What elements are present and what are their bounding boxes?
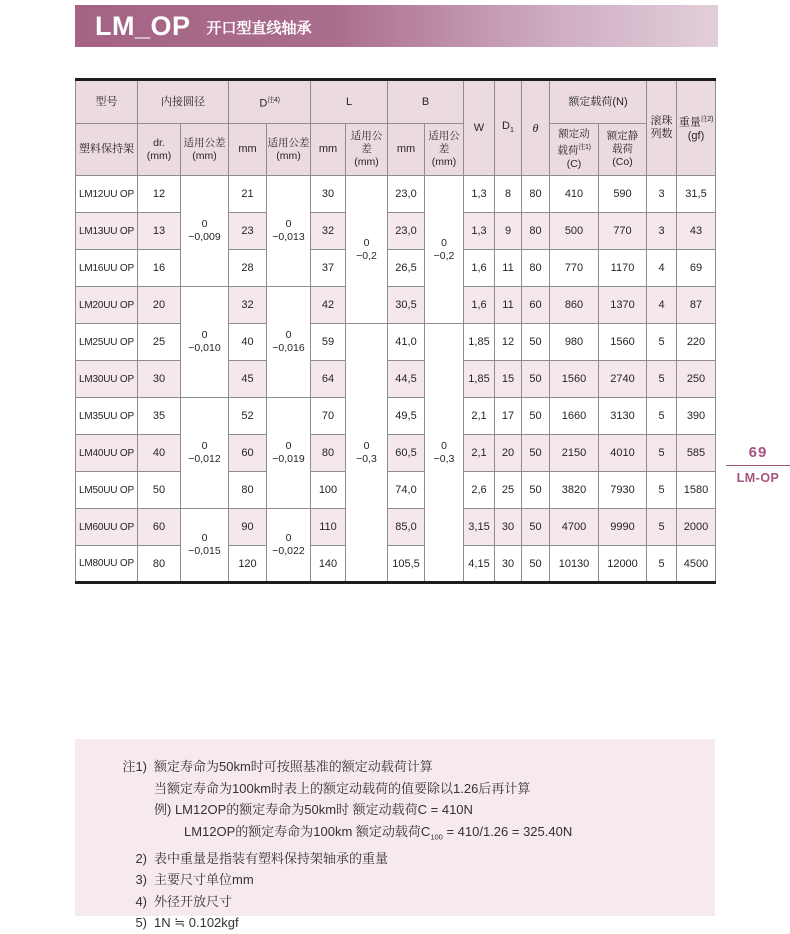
cell-co: 2740 bbox=[599, 361, 647, 398]
header-row-2 bbox=[76, 124, 716, 176]
page-number: 69 bbox=[748, 444, 768, 461]
cell-theta: 50 bbox=[522, 509, 550, 546]
cell-model: LM50UU OP bbox=[76, 472, 138, 509]
col-static-load: 额定静 载荷 (Co) bbox=[599, 124, 647, 176]
cell-b: 85,0 bbox=[388, 509, 425, 546]
page-subtitle: 开口型直线轴承 bbox=[206, 20, 312, 37]
cell-d: 120 bbox=[229, 546, 267, 583]
cell-w: 1,3 bbox=[464, 176, 495, 213]
cell-weight: 585 bbox=[677, 435, 716, 472]
footnote-ref-4: 注4) bbox=[267, 96, 280, 104]
header-row-1 bbox=[76, 80, 716, 124]
cell-co: 3130 bbox=[599, 398, 647, 435]
cell-dr: 13 bbox=[138, 213, 181, 250]
col-cage: 塑料保持架 bbox=[76, 124, 138, 176]
footnotes-panel bbox=[75, 739, 715, 931]
cell-weight: 250 bbox=[677, 361, 716, 398]
cell-weight: 4500 bbox=[677, 546, 716, 583]
cell-l-tolerance: 0 −0,3 bbox=[346, 324, 388, 583]
col-l: L bbox=[311, 80, 388, 124]
cell-weight: 31,5 bbox=[677, 176, 716, 213]
cell-l: 30 bbox=[311, 176, 346, 213]
cell-dr: 12 bbox=[138, 176, 181, 213]
cell-d1: 20 bbox=[495, 435, 522, 472]
cell-model: LM16UU OP bbox=[76, 250, 138, 287]
col-rated-load: 额定载荷(N) bbox=[550, 80, 647, 124]
cell-balls: 5 bbox=[647, 546, 677, 583]
col-l-mm: mm bbox=[311, 124, 346, 176]
col-ball-rows: 滚珠 列数 bbox=[647, 80, 677, 176]
note-5 bbox=[111, 912, 705, 934]
col-w: W bbox=[464, 80, 495, 176]
col-model: 型号 bbox=[76, 80, 138, 124]
col-b: B bbox=[388, 80, 464, 124]
col-l-tolerance: 适用公差 (mm) bbox=[346, 124, 388, 176]
cell-bore-tolerance: 0 −0,012 bbox=[181, 398, 229, 509]
cell-d: 32 bbox=[229, 287, 267, 324]
footnote-ref-2: 注2) bbox=[700, 116, 714, 124]
cell-dr: 80 bbox=[138, 546, 181, 583]
cell-d: 21 bbox=[229, 176, 267, 213]
cell-c: 860 bbox=[550, 287, 599, 324]
cell-theta: 50 bbox=[522, 324, 550, 361]
note-3-label: 3) bbox=[135, 872, 147, 888]
note-4 bbox=[111, 891, 705, 913]
cell-w: 2,6 bbox=[464, 472, 495, 509]
cell-d1: 15 bbox=[495, 361, 522, 398]
cell-l: 80 bbox=[311, 435, 346, 472]
col-d1: $D_1$ bbox=[495, 80, 522, 176]
cell-d-tolerance: 0 −0,022 bbox=[267, 509, 311, 583]
cell-model: LM35UU OP bbox=[76, 398, 138, 435]
cell-l: 110 bbox=[311, 509, 346, 546]
page-title: LM_OP bbox=[95, 10, 191, 41]
cell-model: LM30UU OP bbox=[76, 361, 138, 398]
cell-d1: 30 bbox=[495, 546, 522, 583]
cell-d: 40 bbox=[229, 324, 267, 361]
cell-model: LM25UU OP bbox=[76, 324, 138, 361]
note-1 bbox=[111, 756, 705, 848]
note-5-label: 5) bbox=[135, 915, 147, 931]
cell-weight: 69 bbox=[677, 250, 716, 287]
note-3-body: 主要尺寸单位mm bbox=[154, 872, 254, 888]
col-bore: 内接圆径 bbox=[138, 80, 229, 124]
cell-c: 10130 bbox=[550, 546, 599, 583]
cell-b: 105,5 bbox=[388, 546, 425, 583]
cell-dr: 35 bbox=[138, 398, 181, 435]
cell-co: 1560 bbox=[599, 324, 647, 361]
cell-theta: 50 bbox=[522, 361, 550, 398]
cell-theta: 80 bbox=[522, 250, 550, 287]
table-row-lm12 bbox=[76, 176, 716, 213]
cell-co: 12000 bbox=[599, 546, 647, 583]
cell-c: 770 bbox=[550, 250, 599, 287]
col-d-mm: mm bbox=[229, 124, 267, 176]
cell-w: 1,85 bbox=[464, 361, 495, 398]
cell-model: LM40UU OP bbox=[76, 435, 138, 472]
cell-b: 41,0 bbox=[388, 324, 425, 361]
cell-balls: 5 bbox=[647, 398, 677, 435]
cell-d: 45 bbox=[229, 361, 267, 398]
cell-w: 1,6 bbox=[464, 287, 495, 324]
cell-b-tolerance: 0 −0,3 bbox=[425, 324, 464, 583]
cell-theta: 60 bbox=[522, 287, 550, 324]
cell-b: 23,0 bbox=[388, 213, 425, 250]
cell-bore-tolerance: 0 −0,009 bbox=[181, 176, 229, 287]
table-row-lm25 bbox=[76, 324, 716, 361]
cell-balls: 5 bbox=[647, 472, 677, 509]
cell-d1: 25 bbox=[495, 472, 522, 509]
page-marker-rule bbox=[726, 465, 790, 466]
cell-d1: 11 bbox=[495, 287, 522, 324]
cell-c: 1560 bbox=[550, 361, 599, 398]
cell-l: 140 bbox=[311, 546, 346, 583]
col-dynamic-load: 额定动 载荷$^{注1)}$ (C) bbox=[550, 124, 599, 176]
cell-d1: 30 bbox=[495, 509, 522, 546]
cell-c: 2150 bbox=[550, 435, 599, 472]
note-5-body: 1N ≒ 0.102kgf bbox=[154, 915, 239, 931]
cell-balls: 5 bbox=[647, 324, 677, 361]
table-row-lm35 bbox=[76, 398, 716, 435]
col-theta: θ bbox=[522, 80, 550, 176]
cell-d: 23 bbox=[229, 213, 267, 250]
cell-theta: 80 bbox=[522, 213, 550, 250]
cell-w: 4,15 bbox=[464, 546, 495, 583]
cell-d: 90 bbox=[229, 509, 267, 546]
cell-b: 74,0 bbox=[388, 472, 425, 509]
cell-w: 1,6 bbox=[464, 250, 495, 287]
cell-l: 32 bbox=[311, 213, 346, 250]
cell-weight: 390 bbox=[677, 398, 716, 435]
cell-co: 4010 bbox=[599, 435, 647, 472]
cell-b: 44,5 bbox=[388, 361, 425, 398]
page-marker bbox=[726, 444, 790, 485]
cell-co: 770 bbox=[599, 213, 647, 250]
cell-dr: 20 bbox=[138, 287, 181, 324]
cell-l: 37 bbox=[311, 250, 346, 287]
cell-theta: 50 bbox=[522, 398, 550, 435]
cell-weight: 2000 bbox=[677, 509, 716, 546]
footnote-ref-1: 注1) bbox=[578, 144, 591, 152]
cell-balls: 3 bbox=[647, 176, 677, 213]
table-row-lm80 bbox=[76, 546, 716, 583]
cell-d-tolerance: 0 −0,019 bbox=[267, 398, 311, 509]
cell-model: LM80UU OP bbox=[76, 546, 138, 583]
note-2 bbox=[111, 848, 705, 870]
cell-model: LM20UU OP bbox=[76, 287, 138, 324]
bearing-spec-table bbox=[75, 78, 716, 584]
cell-c: 410 bbox=[550, 176, 599, 213]
cell-d1: 12 bbox=[495, 324, 522, 361]
cell-co: 1370 bbox=[599, 287, 647, 324]
cell-model: LM13UU OP bbox=[76, 213, 138, 250]
cell-d-tolerance: 0 −0,013 bbox=[267, 176, 311, 287]
cell-w: 1,85 bbox=[464, 324, 495, 361]
note-4-label: 4) bbox=[135, 893, 147, 909]
col-d: $D^{注4)}$ bbox=[229, 80, 311, 124]
cell-dr: 50 bbox=[138, 472, 181, 509]
cell-l: 100 bbox=[311, 472, 346, 509]
note-2-body: 表中重量是指装有塑料保持架轴承的重量 bbox=[154, 850, 389, 866]
cell-l: 59 bbox=[311, 324, 346, 361]
cell-dr: 25 bbox=[138, 324, 181, 361]
cell-l: 64 bbox=[311, 361, 346, 398]
cell-c: 500 bbox=[550, 213, 599, 250]
cell-dr: 16 bbox=[138, 250, 181, 287]
note-2-label: 2) bbox=[135, 850, 147, 866]
cell-w: 2,1 bbox=[464, 435, 495, 472]
cell-co: 1170 bbox=[599, 250, 647, 287]
cell-theta: 50 bbox=[522, 472, 550, 509]
cell-b: 23,0 bbox=[388, 176, 425, 213]
cell-b: 49,5 bbox=[388, 398, 425, 435]
page-banner bbox=[75, 5, 718, 47]
col-weight: 重量$^{注2)}$ (gf) bbox=[677, 80, 716, 176]
cell-balls: 5 bbox=[647, 435, 677, 472]
cell-weight: 220 bbox=[677, 324, 716, 361]
cell-co: 9990 bbox=[599, 509, 647, 546]
cell-b: 26,5 bbox=[388, 250, 425, 287]
note-1-body: 额定寿命为50km时可按照基准的额定动载荷计算 当额定寿命为100km时表上的额定动载荷的值要除以1.26后再计算 例) LM12OP的额定寿命为50km时 额定动载荷C = 410N LM12OP的额定寿命为100km 额定动载荷$C_{100} = 410/1.26 = 325.40N$ bbox=[154, 759, 573, 842]
col-bore-tolerance: 适用公差 (mm) bbox=[181, 124, 229, 176]
cell-balls: 4 bbox=[647, 250, 677, 287]
cell-d1: 8 bbox=[495, 176, 522, 213]
cell-co: 590 bbox=[599, 176, 647, 213]
cell-c: 3820 bbox=[550, 472, 599, 509]
cell-d1: 9 bbox=[495, 213, 522, 250]
cell-d: 52 bbox=[229, 398, 267, 435]
cell-model: LM12UU OP bbox=[76, 176, 138, 213]
page-marker-label: LM-OP bbox=[736, 471, 780, 485]
cell-l-tolerance: 0 −0,2 bbox=[346, 176, 388, 324]
cell-d1: 11 bbox=[495, 250, 522, 287]
cell-d: 60 bbox=[229, 435, 267, 472]
col-b-tolerance: 适用公差 (mm) bbox=[425, 124, 464, 176]
table-row-lm20 bbox=[76, 287, 716, 324]
cell-model: LM60UU OP bbox=[76, 509, 138, 546]
cell-dr: 40 bbox=[138, 435, 181, 472]
cell-b-tolerance: 0 −0,2 bbox=[425, 176, 464, 324]
cell-balls: 5 bbox=[647, 509, 677, 546]
cell-b: 30,5 bbox=[388, 287, 425, 324]
cell-co: 7930 bbox=[599, 472, 647, 509]
cell-dr: 60 bbox=[138, 509, 181, 546]
cell-d-tolerance: 0 −0,016 bbox=[267, 287, 311, 398]
cell-theta: 80 bbox=[522, 176, 550, 213]
cell-d: 28 bbox=[229, 250, 267, 287]
cell-c: 4700 bbox=[550, 509, 599, 546]
cell-weight: 43 bbox=[677, 213, 716, 250]
cell-weight: 87 bbox=[677, 287, 716, 324]
cell-balls: 5 bbox=[647, 361, 677, 398]
note-3 bbox=[111, 869, 705, 891]
cell-balls: 4 bbox=[647, 287, 677, 324]
table-row-lm16 bbox=[76, 250, 716, 287]
cell-l: 70 bbox=[311, 398, 346, 435]
c100-subscript: 100 bbox=[430, 832, 443, 842]
cell-bore-tolerance: 0 −0,015 bbox=[181, 509, 229, 583]
cell-theta: 50 bbox=[522, 435, 550, 472]
cell-w: 1,3 bbox=[464, 213, 495, 250]
note-1-label: 注1) bbox=[122, 759, 147, 774]
cell-l: 42 bbox=[311, 287, 346, 324]
cell-w: 2,1 bbox=[464, 398, 495, 435]
table-row-lm30 bbox=[76, 361, 716, 398]
cell-theta: 50 bbox=[522, 546, 550, 583]
table-row-lm50 bbox=[76, 472, 716, 509]
col-dr-mm: dr. (mm) bbox=[138, 124, 181, 176]
cell-c: 1660 bbox=[550, 398, 599, 435]
table-row-lm40 bbox=[76, 435, 716, 472]
table-row-lm60 bbox=[76, 509, 716, 546]
col-d-tolerance: 适用公差 (mm) bbox=[267, 124, 311, 176]
table-row-lm13 bbox=[76, 213, 716, 250]
cell-w: 3,15 bbox=[464, 509, 495, 546]
cell-d1: 17 bbox=[495, 398, 522, 435]
cell-d: 80 bbox=[229, 472, 267, 509]
cell-c: 980 bbox=[550, 324, 599, 361]
note-4-body: 外径开放尺寸 bbox=[154, 893, 233, 909]
cell-balls: 3 bbox=[647, 213, 677, 250]
cell-bore-tolerance: 0 −0,010 bbox=[181, 287, 229, 398]
cell-b: 60,5 bbox=[388, 435, 425, 472]
col-b-mm: mm bbox=[388, 124, 425, 176]
cell-weight: 1580 bbox=[677, 472, 716, 509]
cell-dr: 30 bbox=[138, 361, 181, 398]
